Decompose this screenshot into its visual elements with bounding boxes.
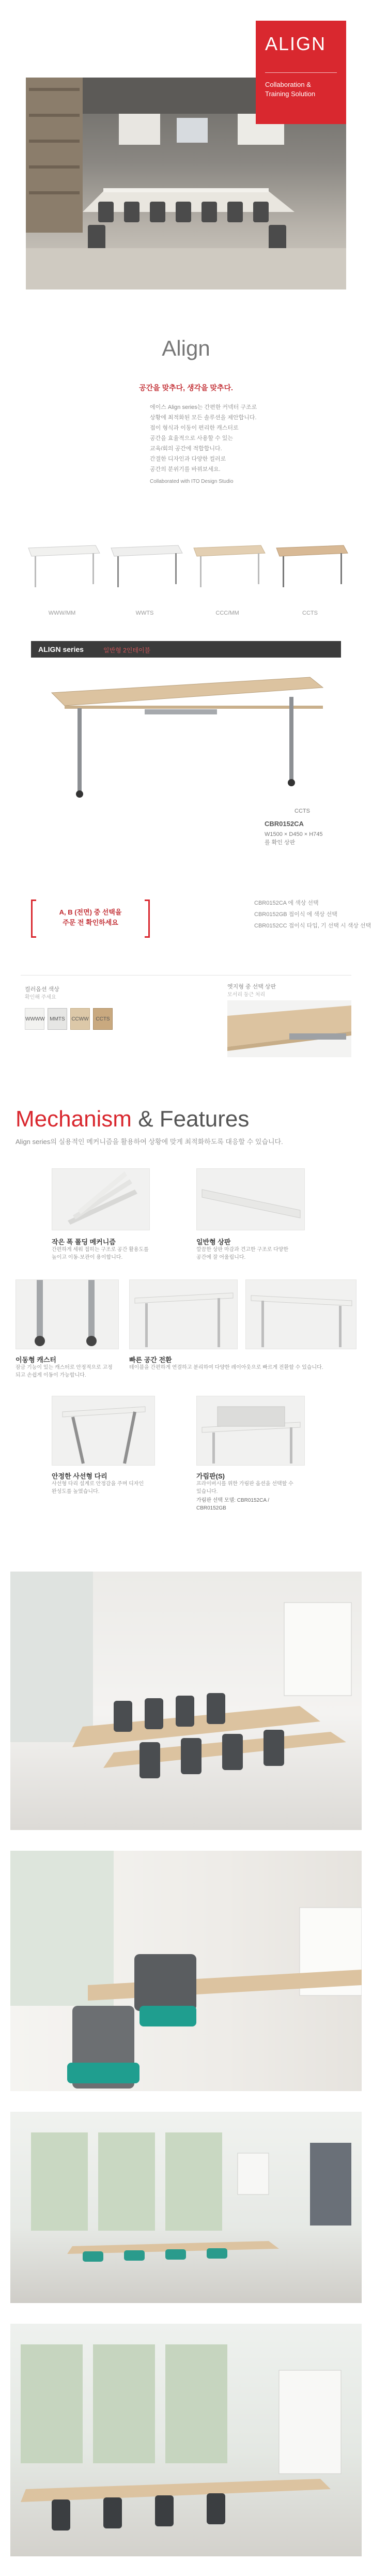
model-note: 를 확인 상판 [265,840,296,846]
finish-label: 컬러옵션 색상 [25,986,59,993]
option-1: CBR0152CA 에 색상 선택 [254,900,319,906]
intro-credit: Collaborated with ITO Design Studio [150,479,234,484]
option-3: CBR0152CC 접이식 타입, 기 선택 시 색상 선택 [254,923,371,929]
feature-folding-image [52,1168,150,1230]
edge-detail-image [227,1000,351,1060]
feature-5-head: 안정한 사선형 다리 [52,1472,107,1480]
feature-2-desc: 깔끔한 상판 마감과 견고한 구조로 다양한 공간에 잘 어울립니다. [196,1247,289,1260]
mechanism-title [16,1106,249,1132]
color-label-3: CCC/MM [215,610,239,616]
feature-4-desc: 테이블을 간편하게 연결하고 분리하여 다양한 레이아웃으로 빠르게 전환할 수 있습니다. [129,1365,323,1370]
photo-classroom-4 [10,2324,362,2556]
mechanism-title-amp: & [131,1106,160,1132]
mechanism-title-b: Features [159,1106,250,1132]
notice-bracket-left [31,900,36,938]
option-2: CBR0152GB 접이식 에 색상 선택 [254,911,337,918]
feature-1-head: 작은 폭 폴딩 메커니즘 [52,1238,116,1246]
brand-subtitle-1: Collaboration & [265,81,311,88]
edge-title: 엣지형 중 선택 상판 [227,984,276,990]
brand-divider [265,72,337,73]
photo-classroom-2 [10,1851,362,2091]
color-label-1: WWW/MM [48,610,76,616]
notice-line-1: A, B (전면) 중 선택을 [59,908,122,916]
color-variant-2 [106,522,183,600]
feature-2-head: 일반형 상판 [196,1238,231,1246]
feature-3-desc: 잠금 기능이 있는 캐스터로 안정적으로 고정되고 손쉽게 이동이 가능합니다. [16,1365,113,1378]
notice-line-2: 주문 전 확인하세요 [63,919,118,926]
edge-subtitle: 모서리 둥근 처리 [227,992,266,998]
mechanism-title-a: Mechanism [16,1106,132,1132]
series-subtitle: 일반형 2인테이블 [103,647,151,654]
feature-leg-image [52,1396,155,1466]
color-variant-4 [271,522,349,600]
feature-screen-image [196,1396,305,1466]
model-number: CBR0152CA [265,820,304,828]
finish-sublabel: 확인해 주세요 [25,995,56,1000]
feature-6-desc: 프라이버시를 위한 가림판 옵션을 선택할 수 있습니다. [196,1481,293,1495]
intro-headline: 공간을 맞추다, 생각을 맞추다. [139,384,233,392]
feature-6-head: 가림판(S) [196,1472,225,1480]
brand-box [256,21,346,124]
brand-title: ALIGN [265,33,327,54]
color-label-2: WWTS [135,610,154,616]
feature-3-head: 이동형 캐스터 [16,1356,56,1364]
feature-6-note: 가림판 선택 모델: CBR0152CA / CBR0152GB [196,1498,269,1511]
notice-bracket-right [145,900,150,938]
color-variant-3 [189,522,266,600]
feature-4-head: 빠른 공간 전환 [129,1356,172,1364]
brand-subtitle-2: Training Solution [265,90,316,98]
feature-1-desc: 간편하게 세워 접히는 구조로 공간 활용도를 높이고 이동·보관이 용이합니다. [52,1247,149,1260]
feature-connect-image-2 [245,1279,357,1349]
feature-caster-image [16,1279,119,1349]
color-variant-1 [23,522,101,600]
feature-5-desc: 사선형 다리 설계로 안정감을 주며 디자인 완성도를 높였습니다. [52,1481,144,1495]
feature-top-image [196,1168,305,1230]
swatch-mmts: MMTS [48,1008,67,1030]
photo-classroom-3 [10,2112,362,2303]
swatch-ccww: CCWW [70,1008,90,1030]
model-dimensions: W1500 × D450 × H745 [265,831,323,837]
color-label-4: CCTS [302,610,318,616]
series-title: ALIGN series [38,645,84,653]
feature-connect-image-1 [129,1279,238,1349]
photo-classroom-1 [10,1572,362,1830]
mechanism-subtitle: Align series의 실용적인 메커니즘을 활용하여 상황에 맞게 최적화하도록 대응할 수 있습니다. [16,1138,283,1146]
series-table-image [41,667,331,804]
swatch-ccts: CCTS [93,1008,113,1030]
swatch-wwww: WWWW [25,1008,44,1030]
product-code: CCTS [295,808,310,814]
intro-body: 에이스 Align series는 간편한 커넥터 구조로 상황에 최적화된 모든 솔루션을 제안합니다. 접이 형식과 이동이 편리한 캐스터로 공간을 효율적으로 사용할 수 있는 교육/회의 공간에 적합합니다. 간결한 디자인과 다양한 컬러로 공간의 분위기를 바꿔보세요. [150,404,257,472]
intro-title: Align [162,336,210,360]
notice-text [47,907,134,928]
series-bar [31,641,341,658]
